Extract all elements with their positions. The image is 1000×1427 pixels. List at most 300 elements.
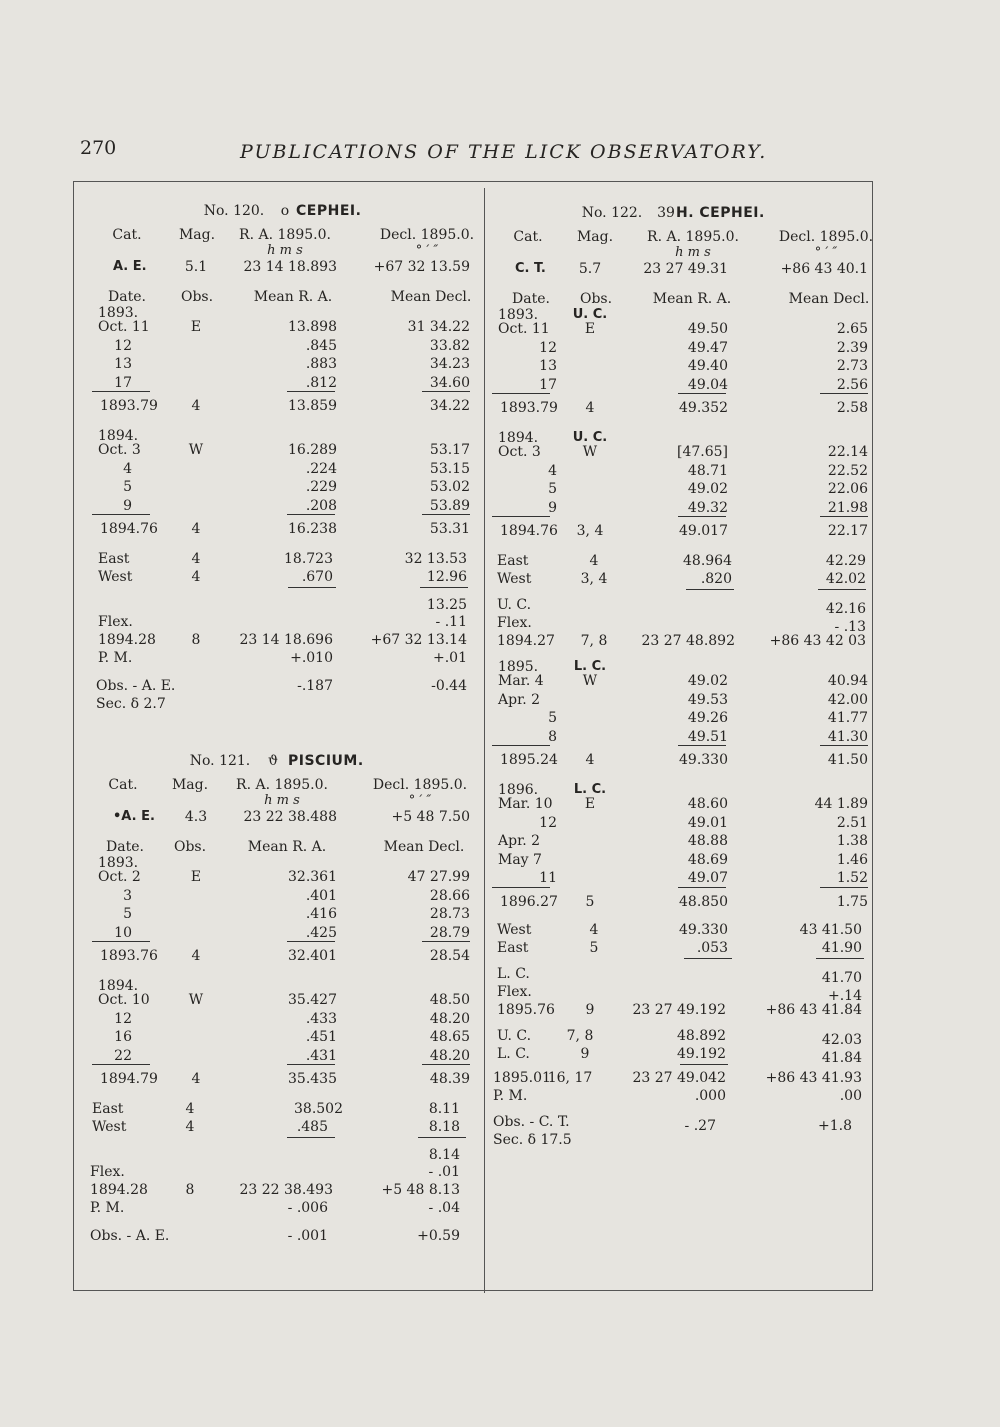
group-mean-decl: 53.31 — [429, 521, 470, 537]
final-date: 1894.27 — [497, 633, 555, 649]
east-label: East — [497, 553, 529, 569]
group-count: 5 — [585, 893, 595, 910]
mean-decl: 42.00 — [827, 691, 868, 708]
obs-date: Apr. 2 — [498, 833, 541, 849]
group-mean-ra: 49.017 — [679, 523, 728, 539]
column-header: Mag. — [171, 777, 209, 793]
circle-label: U. C. — [572, 307, 608, 322]
west-decl: 42.02 — [825, 571, 866, 587]
west-label: West — [98, 569, 133, 585]
catalogue-mag: 5.1 — [184, 259, 208, 275]
group-year: 1894. — [98, 428, 139, 444]
obs-date: Oct. 11 — [498, 321, 550, 337]
mean-decl: 31 34.22 — [407, 319, 470, 335]
column-header: Mag. — [576, 229, 614, 245]
east-decl: 41.90 — [821, 939, 862, 956]
column-header: Mag. — [178, 227, 216, 243]
mean-ra: [47.65] — [676, 444, 728, 460]
residual-decl: +1.8 — [818, 1117, 852, 1134]
group-mean-date: 1894.79 — [100, 1071, 158, 1087]
final-count: 8 — [191, 632, 201, 648]
mean-decl: 47 27.99 — [407, 869, 470, 885]
residual-decl: +0.59 — [417, 1228, 460, 1244]
rule-line — [492, 887, 550, 888]
catalogue-dec: +5 48 7.50 — [391, 809, 470, 825]
circle-label: L. C. — [497, 965, 530, 982]
east-ra: 48.964 — [683, 553, 732, 569]
circle-label: L. C. — [573, 659, 607, 674]
mean-ra: 35.427 — [288, 992, 337, 1008]
group-mean-ra: 49.352 — [679, 400, 728, 416]
mean-ra: .401 — [305, 887, 337, 904]
observer: E — [190, 319, 202, 335]
group-year: 1893. — [98, 855, 139, 871]
circle-label: U. C. — [572, 430, 608, 445]
running-title: PUBLICATIONS OF THE LICK OBSERVATORY. — [240, 141, 768, 163]
mean-ra: .433 — [305, 1010, 337, 1027]
group-year: 1893. — [498, 307, 539, 323]
mean-decl: 41.30 — [827, 728, 868, 745]
column-header: Cat. — [513, 229, 543, 245]
column-header: Cat. — [112, 227, 142, 243]
mean-ra: 48.88 — [687, 833, 728, 849]
observer: E — [584, 796, 596, 812]
group-mean-decl: 41.50 — [827, 752, 868, 768]
column-header: Obs. — [173, 839, 207, 855]
obs-date: 10 — [114, 924, 132, 941]
mean-ra: 48.60 — [687, 796, 728, 812]
obs-date: 12 — [114, 337, 132, 354]
mean-ra: 49.51 — [687, 728, 728, 745]
final-decl: +86 43 41.93 — [765, 1069, 862, 1086]
obs-date: 9 — [123, 497, 132, 514]
flex-decl: - .13 — [834, 619, 866, 635]
obs-date: 12 — [539, 339, 557, 356]
rule-line — [287, 1064, 335, 1065]
mean-decl: 13.25 — [426, 597, 467, 613]
mean-decl: 28.73 — [429, 906, 470, 922]
final-decl: +86 43 41.84 — [765, 1001, 862, 1018]
obs-date: Mar. 4 — [498, 673, 544, 689]
star-name: PISCIUM. — [288, 753, 364, 769]
mean-decl: 40.94 — [827, 673, 868, 689]
mean-decl: 22.14 — [827, 444, 868, 460]
catalogue-ra: 23 27 49.31 — [643, 261, 728, 277]
mean-decl: 48.20 — [429, 1047, 470, 1064]
column-header: Decl. 1895.0. — [778, 229, 874, 245]
observer: W — [188, 992, 204, 1008]
star-letter: ϑ — [267, 753, 279, 769]
group-mean-date: 1895.24 — [500, 752, 558, 768]
final-ra: 23 27 49.192 — [632, 1001, 726, 1018]
east-label: East — [92, 1101, 124, 1117]
mean-ra: 49.47 — [687, 339, 728, 356]
obs-date: Oct. 3 — [98, 442, 141, 458]
rule-line — [287, 391, 335, 392]
obs-date: 12 — [114, 1010, 132, 1027]
observer: E — [190, 869, 202, 885]
rule-line — [418, 1137, 466, 1138]
mean-decl: 1.38 — [836, 833, 868, 849]
mean-ra: 49.02 — [687, 673, 728, 689]
group-count: 4 — [191, 521, 201, 537]
flex-decl: - .11 — [435, 614, 467, 630]
west-ra: .670 — [301, 569, 333, 585]
obs-date: 17 — [539, 376, 557, 393]
rule-line — [816, 958, 864, 959]
obs-date: 9 — [548, 499, 557, 516]
obs-date: 8 — [548, 728, 557, 745]
obs-date: 13 — [539, 358, 557, 374]
mean-ra: 32.361 — [288, 869, 337, 885]
mean-decl: 1.52 — [836, 870, 868, 886]
rule-line — [288, 587, 336, 588]
mean-ra: 49.02 — [687, 481, 728, 497]
star-number: No. 121. — [189, 753, 251, 769]
units-label: h m s — [267, 243, 303, 258]
sec-delta: Sec. δ 2.7 — [96, 696, 166, 712]
east-label: East — [98, 551, 130, 567]
obs-date: 4 — [548, 462, 557, 479]
rule-line — [820, 887, 868, 888]
mean-decl: 53.89 — [429, 497, 470, 514]
rule-line — [820, 393, 868, 394]
observer: W — [582, 673, 598, 689]
mean-ra: 49.04 — [687, 376, 728, 393]
column-header: Mean Decl. — [788, 291, 870, 307]
column-header: Mean Decl. — [390, 289, 472, 305]
rule-line — [422, 1064, 470, 1065]
west-decl: 12.96 — [426, 569, 467, 585]
summary-count: 7, 8 — [566, 1027, 594, 1044]
group-mean-ra: 13.859 — [288, 398, 337, 414]
star-letter: o — [280, 203, 290, 219]
mean-decl: 33.82 — [429, 337, 470, 354]
column-header: R. A. 1895.0. — [239, 227, 331, 243]
group-year: 1894. — [98, 978, 139, 994]
mean-ra: 16.289 — [288, 442, 337, 458]
mean-decl: 48.65 — [429, 1029, 470, 1045]
group-mean-ra: 49.330 — [679, 752, 728, 768]
west-label: West — [92, 1119, 127, 1135]
mean-decl: 2.73 — [836, 358, 868, 374]
mean-decl: 48.20 — [429, 1010, 470, 1027]
rule-line — [678, 516, 726, 517]
rule-line — [818, 589, 866, 590]
mean-ra: 13.898 — [288, 319, 337, 335]
pm-label: P. M. — [493, 1087, 528, 1104]
rule-line — [680, 1064, 728, 1065]
rule-line — [287, 1137, 335, 1138]
mean-ra: .425 — [305, 924, 337, 941]
group-mean-date: 1893.76 — [100, 948, 158, 964]
rule-line — [686, 589, 734, 590]
summary-decl: 41.84 — [821, 1049, 862, 1066]
rule-line — [92, 1064, 150, 1065]
group-year: 1893. — [98, 305, 139, 321]
flex-label: Flex. — [497, 615, 532, 631]
group-mean-date: 1893.79 — [100, 398, 158, 414]
group-year: 1896. — [498, 782, 539, 798]
mean-decl: 22.06 — [827, 481, 868, 497]
star-name: CEPHEI. — [296, 203, 362, 219]
final-date: 1895.01 — [493, 1069, 551, 1086]
mean-ra: .883 — [305, 356, 337, 372]
sec-delta: Sec. δ 17.5 — [493, 1131, 572, 1148]
final-date: 1895.76 — [497, 1001, 555, 1018]
east-decl: 42.29 — [825, 553, 866, 569]
mean-ra: 49.53 — [687, 691, 728, 708]
mean-decl: 41.77 — [827, 710, 868, 726]
obs-date: 4 — [123, 460, 132, 477]
final-ra: 23 27 48.892 — [641, 633, 735, 649]
east-decl: 32 13.53 — [404, 551, 467, 567]
east-ra: 18.723 — [284, 551, 333, 567]
units-label: h m s — [675, 245, 711, 260]
rule-line — [287, 514, 335, 515]
rule-line — [492, 745, 550, 746]
mean-decl: 2.65 — [836, 321, 868, 337]
mean-decl: 28.79 — [429, 924, 470, 941]
catalogue-dec: +86 43 40.1 — [780, 261, 868, 277]
mean-decl: 28.66 — [429, 887, 470, 904]
catalogue-name: A. E. — [113, 259, 147, 274]
mean-ra: 49.07 — [687, 870, 728, 886]
east-count: 4 — [191, 551, 201, 567]
obs-date: 3 — [123, 887, 132, 904]
mean-decl: 53.17 — [429, 442, 470, 458]
final-ra: 23 27 49.042 — [632, 1069, 726, 1086]
obs-date: 13 — [114, 356, 132, 372]
group-count: 4 — [191, 1071, 201, 1087]
group-mean-ra: 16.238 — [288, 521, 337, 537]
rule-line — [684, 958, 732, 959]
mean-ra: .812 — [305, 374, 337, 391]
final-decl: +67 32 13.14 — [370, 632, 467, 648]
mean-ra: .229 — [305, 479, 337, 495]
east-ra: 38.502 — [294, 1101, 343, 1117]
group-mean-ra: 48.850 — [679, 893, 728, 910]
mean-decl: 1.46 — [836, 851, 868, 868]
mean-ra: .845 — [305, 337, 337, 354]
rule-line — [820, 516, 868, 517]
mean-decl: 42.16 — [825, 601, 866, 617]
catalogue-ra: 23 14 18.893 — [243, 259, 337, 275]
page-number: 270 — [80, 137, 117, 159]
group-mean-date: 1894.76 — [100, 521, 158, 537]
pm-ra: +.010 — [290, 650, 333, 666]
pm-decl: .00 — [839, 1087, 862, 1104]
column-divider — [484, 188, 485, 1293]
flex-label: Flex. — [90, 1164, 125, 1180]
west-ra: 49.330 — [679, 921, 728, 938]
group-mean-date: 1894.76 — [500, 523, 558, 539]
group-count: 4 — [585, 400, 595, 416]
column-header: R. A. 1895.0. — [236, 777, 328, 793]
group-count: 4 — [191, 948, 201, 964]
obs-date: 16 — [114, 1029, 132, 1045]
mean-ra: .208 — [305, 497, 337, 514]
mean-decl: 2.51 — [836, 814, 868, 831]
column-header: Date. — [108, 289, 146, 305]
group-count: 3, 4 — [576, 523, 604, 539]
residual-ra: - .001 — [287, 1228, 328, 1244]
final-ra: 23 14 18.696 — [239, 632, 333, 648]
west-decl: 8.18 — [428, 1119, 460, 1135]
west-ra: .485 — [296, 1119, 328, 1135]
observer: W — [582, 444, 598, 460]
pm-label: P. M. — [98, 650, 133, 666]
group-year: 1895. — [498, 659, 539, 675]
column-header: R. A. 1895.0. — [647, 229, 739, 245]
pm-ra: .000 — [694, 1087, 726, 1104]
final-decl: +86 43 42 03 — [769, 633, 866, 649]
mean-decl: 44 1.89 — [814, 796, 868, 812]
group-year: 1894. — [498, 430, 539, 446]
rule-line — [422, 514, 470, 515]
column-header: Mean R. A. — [247, 839, 327, 855]
mean-decl: 34.23 — [429, 356, 470, 372]
east-ra: .053 — [696, 939, 728, 956]
mean-decl: 2.56 — [836, 376, 868, 393]
obs-date: 22 — [114, 1047, 132, 1064]
rule-line — [492, 516, 550, 517]
mean-decl: 53.15 — [429, 460, 470, 477]
units-label: h m s — [264, 793, 300, 808]
mean-ra: 49.01 — [687, 814, 728, 831]
group-count: 4 — [191, 398, 201, 414]
residual-label: Obs. - A. E. — [90, 1228, 170, 1244]
column-header: Date. — [512, 291, 550, 307]
observer: W — [188, 442, 204, 458]
west-decl: 43 41.50 — [799, 921, 862, 938]
column-header: Mean Decl. — [383, 839, 465, 855]
catalogue-name: C. T. — [515, 261, 546, 276]
group-mean-decl: 28.54 — [429, 948, 470, 964]
obs-date: 12 — [539, 814, 557, 831]
mean-ra: .451 — [305, 1029, 337, 1045]
obs-date: 5 — [548, 710, 557, 726]
column-header: Cat. — [108, 777, 138, 793]
star-number: No. 120. — [203, 203, 265, 219]
group-mean-decl: 1.75 — [836, 893, 868, 910]
rule-line — [422, 391, 470, 392]
flex-label: Flex. — [98, 614, 133, 630]
catalogue-ra: 23 22 38.488 — [243, 809, 337, 825]
group-mean-ra: 35.435 — [288, 1071, 337, 1087]
obs-date: Mar. 10 — [498, 796, 553, 812]
mean-decl: 2.39 — [836, 339, 868, 356]
residual-label: Obs. - C. T. — [493, 1113, 570, 1130]
units-label: ° ′ ″ — [408, 793, 432, 808]
group-mean-date: 1896.27 — [500, 893, 558, 910]
column-header: Date. — [106, 839, 144, 855]
mean-ra: 49.32 — [687, 499, 728, 516]
star-letter: 39 — [657, 205, 675, 221]
obs-date: 11 — [539, 870, 557, 886]
mean-ra: 48.71 — [687, 462, 728, 479]
final-count: 16, 17 — [547, 1069, 593, 1086]
group-count: 4 — [585, 752, 595, 768]
group-mean-date: 1893.79 — [500, 400, 558, 416]
catalogue-mag: 5.7 — [578, 261, 602, 277]
obs-date: Oct. 2 — [98, 869, 141, 885]
east-decl: 8.11 — [428, 1101, 460, 1117]
catalogue-dec: +67 32 13.59 — [373, 259, 470, 275]
units-label: ° ′ ″ — [814, 245, 838, 260]
rule-line — [678, 887, 726, 888]
mean-decl: 41.70 — [821, 969, 862, 986]
final-date: 1894.28 — [98, 632, 156, 648]
mean-ra: .431 — [305, 1047, 337, 1064]
rule-line — [820, 745, 868, 746]
obs-date: Oct. 11 — [98, 319, 150, 335]
summary-count: 9 — [580, 1045, 590, 1062]
west-label: West — [497, 571, 532, 587]
summary-decl: 42.03 — [821, 1031, 862, 1048]
rule-line — [92, 941, 150, 942]
mean-decl: 8.14 — [428, 1147, 460, 1163]
column-header: Obs. — [180, 289, 214, 305]
group-mean-decl: 48.39 — [429, 1071, 470, 1087]
obs-date: 17 — [114, 374, 132, 391]
rule-line — [678, 393, 726, 394]
mean-decl: 21.98 — [827, 499, 868, 516]
residual-ra: - .27 — [684, 1117, 716, 1134]
west-count: 4 — [185, 1119, 195, 1135]
final-date: 1894.28 — [90, 1182, 148, 1198]
rule-line — [92, 391, 150, 392]
residual-ra: -.187 — [297, 678, 333, 694]
mean-decl: 34.60 — [429, 374, 470, 391]
column-header: Obs. — [579, 291, 613, 307]
rule-line — [492, 393, 550, 394]
west-count: 4 — [589, 921, 599, 938]
star-number: No. 122. — [581, 205, 643, 221]
column-header: Mean R. A. — [253, 289, 333, 305]
observer: E — [584, 321, 596, 337]
residual-label: Obs. - A. E. — [96, 678, 176, 694]
column-header: Decl. 1895.0. — [379, 227, 475, 243]
circle-label: U. C. — [497, 597, 532, 613]
west-count: 4 — [191, 569, 201, 585]
summary-ra: 48.892 — [677, 1027, 726, 1044]
obs-date: 5 — [548, 481, 557, 497]
residual-decl: -0.44 — [431, 678, 467, 694]
obs-date: Oct. 10 — [98, 992, 150, 1008]
pm-decl: - .04 — [428, 1200, 460, 1216]
column-header: Mean R. A. — [652, 291, 732, 307]
west-count: 3, 4 — [580, 571, 608, 587]
east-count: 5 — [589, 939, 599, 956]
obs-date: Oct. 3 — [498, 444, 541, 460]
circle-label: L. C. — [497, 1045, 530, 1062]
rule-line — [420, 587, 468, 588]
rule-line — [92, 514, 150, 515]
group-mean-decl: 22.17 — [827, 523, 868, 539]
obs-date: 5 — [123, 479, 132, 495]
flex-label: Flex. — [497, 983, 532, 1000]
east-count: 4 — [185, 1101, 195, 1117]
obs-date: Apr. 2 — [498, 691, 541, 708]
east-count: 4 — [589, 553, 599, 569]
mean-decl: 22.52 — [827, 462, 868, 479]
mean-ra: 49.50 — [687, 321, 728, 337]
rule-line — [287, 941, 335, 942]
pm-label: P. M. — [90, 1200, 125, 1216]
rule-line — [422, 941, 470, 942]
catalogue-mag: 4.3 — [184, 809, 208, 825]
